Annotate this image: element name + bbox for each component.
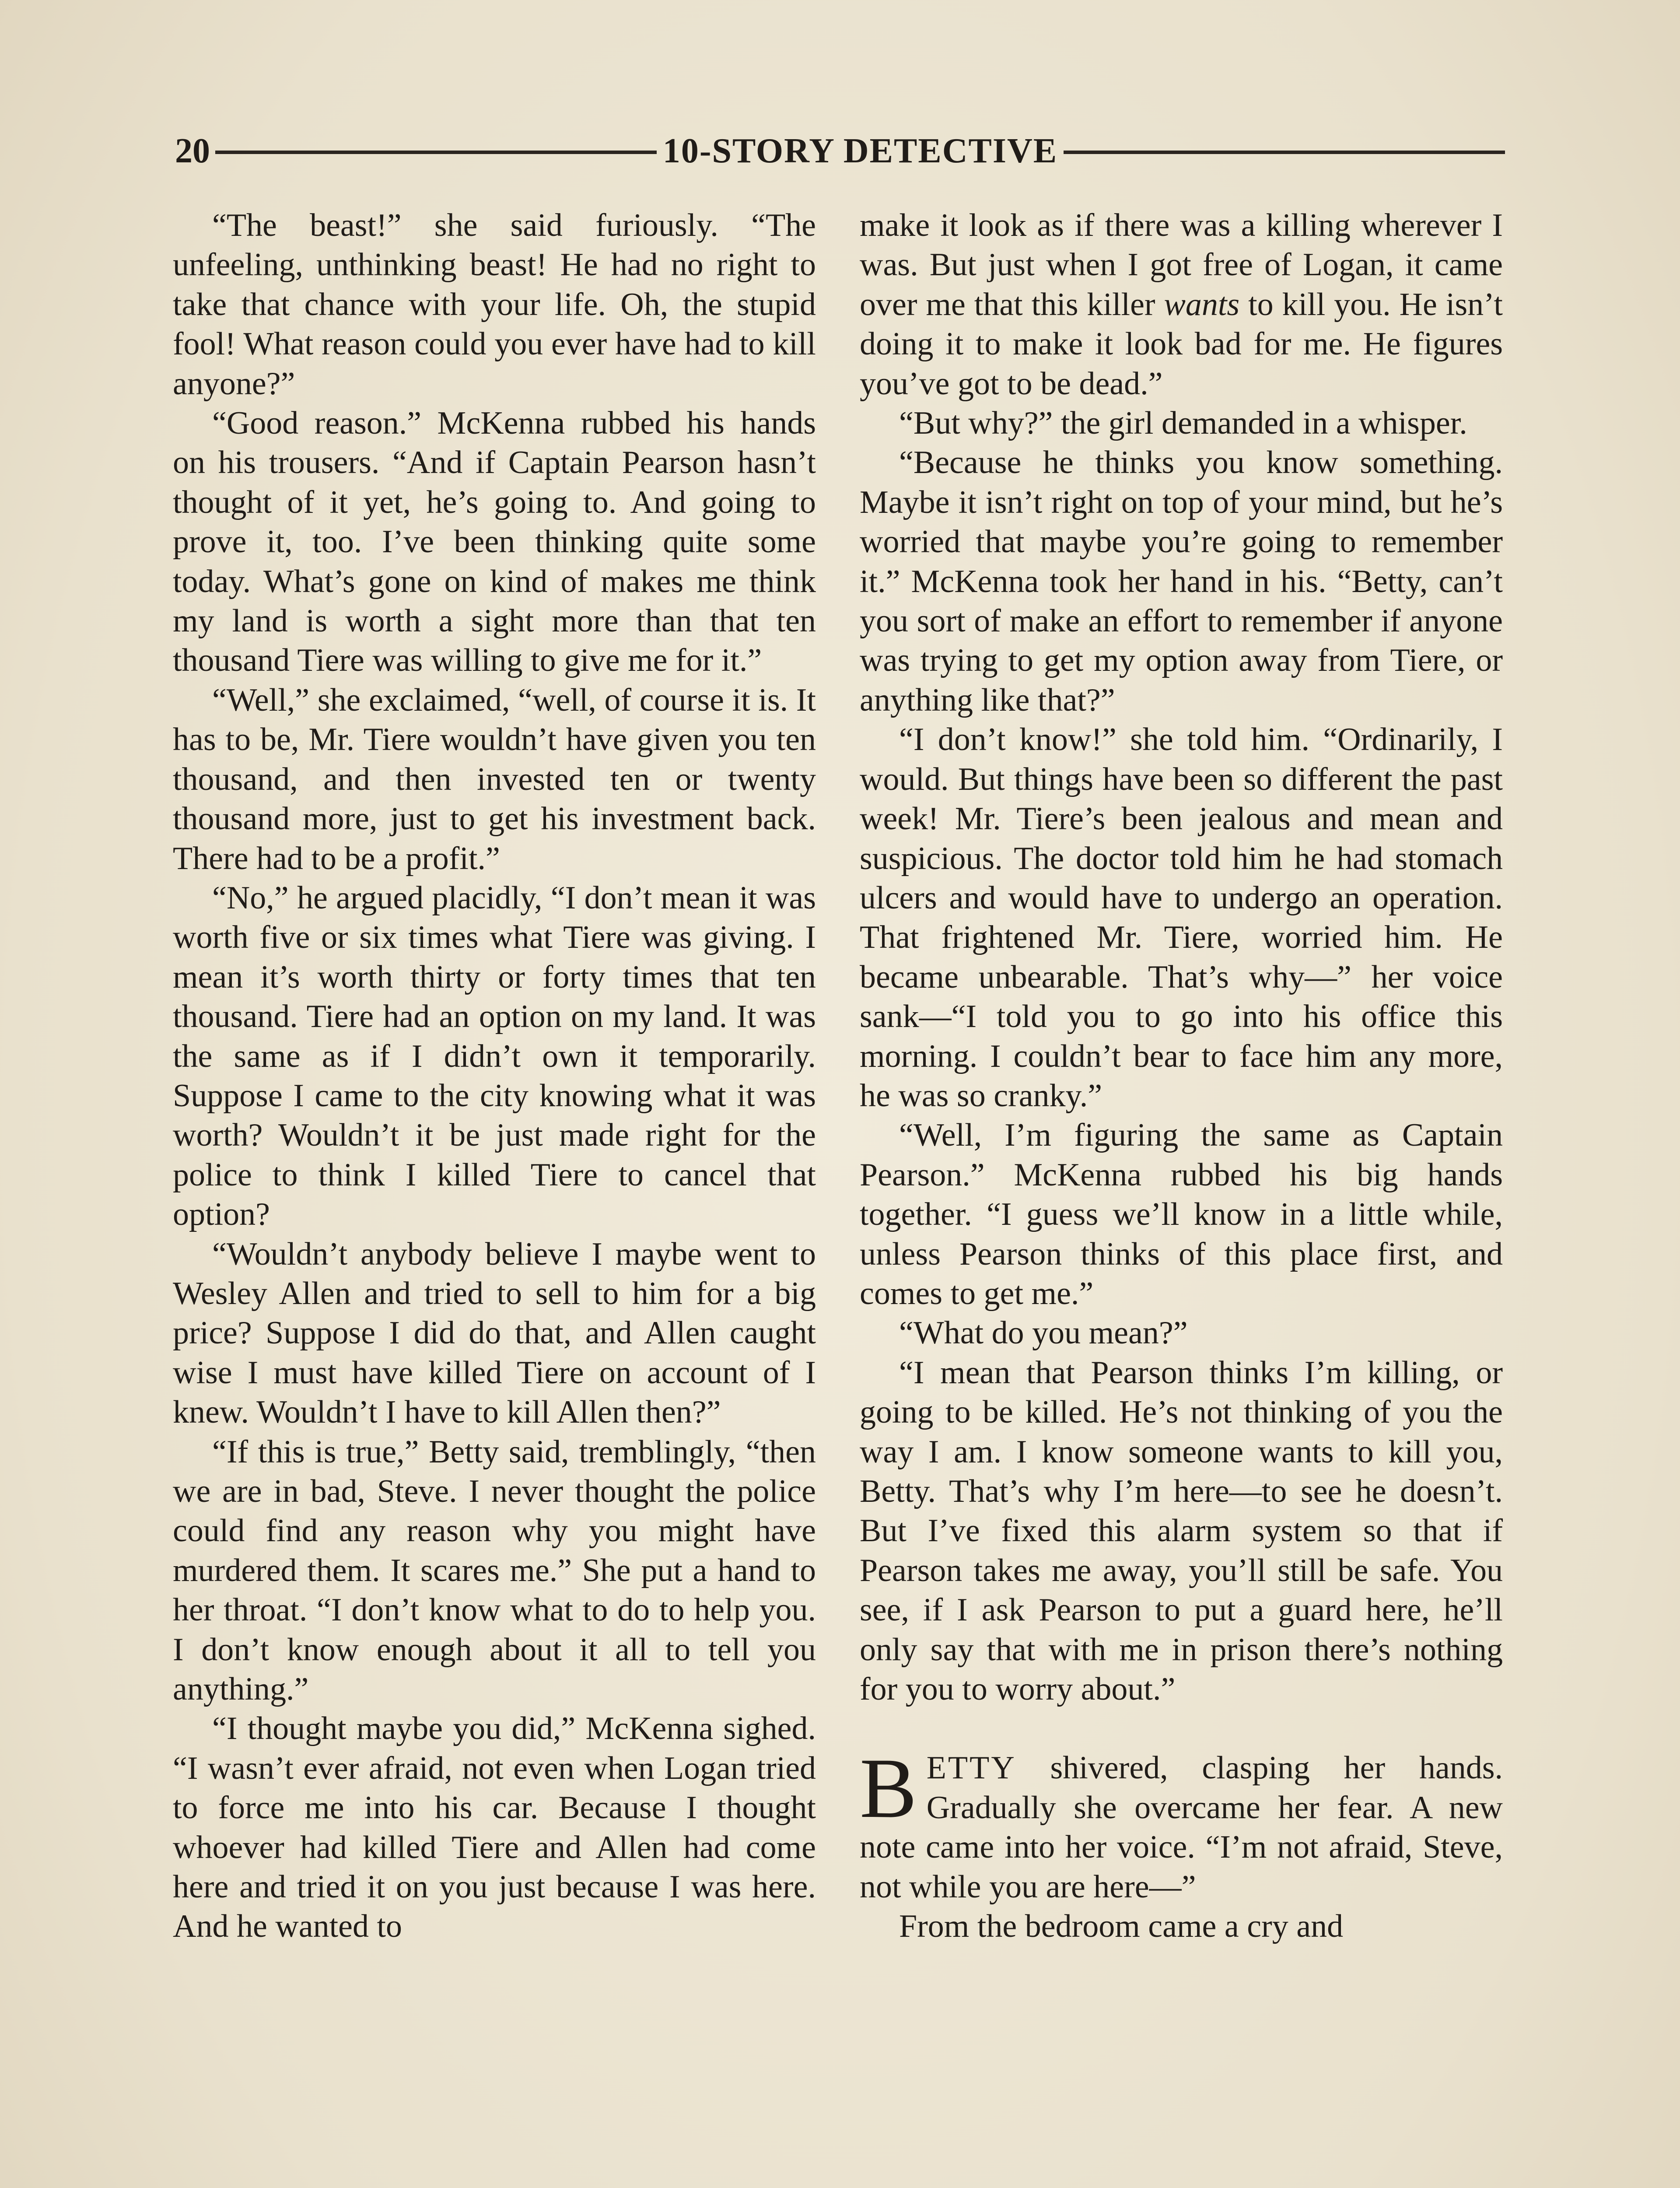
paragraph: “I mean that Pearson thinks I’m killing, or going to be killed. He’s not thinking of you the way I am. I know someone wants to kill you, Betty. That’s why I’m here—to see he doesn’t. But I’ve fixed this alarm system so that if Pearson takes me away, you’ll still be safe. You see, if I ask Pearson to put a guard here, he’ll only say that with me in prison there’s nothing for you to worry about.” xyxy=(860,1354,1503,1708)
paragraph: “I thought maybe you did,” McKenna sighed. “I wasn’t ever afraid, not even when Logan tried to force me into his car. Because I thought whoever had killed Tiere and Allen had come here and tried it on you just because I was here. And he wanted to xyxy=(173,1711,816,1945)
small-caps-lead: ETTY xyxy=(926,1750,1016,1786)
paragraph: “Well, I’m figuring the same as Captain Pearson.” McKenna rubbed his big hands together. “I guess we’ll know in a little while, unless Pearson thinks of this place first, and comes to get me.” xyxy=(860,1117,1503,1311)
section-opening-paragraph xyxy=(860,1741,1503,1907)
paragraph: “I don’t know!” she told him. “Ordinarily, I would. But things have been so different the past week! Mr. Tiere’s been jealous and mean and suspicious. The doctor told him he had stomach ulcers and would have to undergo an operation. That frightened Mr. Tiere, worried him. He became unbearable. That’s why—” her voice sank—“I told you to go into his office this morning. I couldn’t bear to face him any more, he was so cranky.” xyxy=(860,722,1503,1114)
running-header xyxy=(175,125,1505,177)
paragraph: “Good reason.” McKenna rubbed his hands on his trousers. “And if Captain Pearson hasn’t thought of it yet, he’s going to. And going to prove it, too. I’ve been thinking quite some today. What’s gone on kind of makes me think my land is worth a sight more than that ten thousand Tiere was willing to give me for it.” xyxy=(173,405,816,679)
header-rule-right xyxy=(1064,151,1505,154)
emphasized-word: wants xyxy=(1164,286,1240,323)
continued-text-1: make it look as if there was a killing wherever I was. But just when I got free of Logan, it came over me that this killer xyxy=(860,207,1503,323)
paragraph: “Wouldn’t anybody believe I maybe went to Wesley Allen and tried to sell to him for a big price? Suppose I did do that, and Allen caught wise I must have killed Tiere on account of I knew. Wouldn’t I have to kill Allen then?” xyxy=(173,1236,816,1431)
paragraph: “The beast!” she said furiously. “The unfeeling, unthinking beast! He had no right to take that chance with your life. Oh, the stupid fool! What reason could you ever have had to kill anyone?” xyxy=(173,207,816,402)
paragraph: “But why?” the girl demanded in a whisper. xyxy=(899,405,1467,442)
paragraph: “Well,” she exclaimed, “well, of course it is. It has to be, Mr. Tiere wouldn’t have given you ten thousand, and then invested ten or twenty thousand more, just to get his investment back. There had to be a profit.” xyxy=(173,682,816,877)
paragraph: “If this is true,” Betty said, tremblingly, “then we are in bad, Steve. I never thought the police could find any reason why you might have murdered them. It scares me.” She put a hand to her throat. “I don’t know what to do to help you. I don’t know enough about it all to tell you anything.” xyxy=(173,1434,816,1708)
section-text: shivered, clasping her hands. Gradually she overcame her fear. A new note came into her voice. “I’m not afraid, Steve, not while you are here—” xyxy=(860,1750,1503,1905)
paragraph: “No,” he argued placidly, “I don’t mean it was worth five or six times what Tiere was giving. I mean it’s worth thirty or forty times that ten thousand. Tiere had an option on my land. It was the same as if I didn’t own it temporarily. Suppose I came to the city knowing what it was worth? Wouldn’t it be just made right for the police to think I killed Tiere to cancel that option? xyxy=(173,880,816,1233)
paragraph: “Because he thinks you know something. Maybe it isn’t right on top of your mind, but he’s worried that maybe you’re going to remember it.” McKenna took her hand in his. “Betty, can’t you sort of make an effort to remember if anyone was trying to get my option away from Tiere, or anything like that?” xyxy=(860,445,1503,718)
magazine-title: 10-STORY DETECTIVE xyxy=(662,131,1058,170)
drop-cap: B xyxy=(860,1741,917,1836)
paragraph: “What do you mean?” xyxy=(899,1315,1188,1351)
continued-text-2: to kill you. He isn’t doing it to make it look bad for me. He figures you’ve got to be dead.” xyxy=(860,286,1503,402)
right-column xyxy=(860,206,1503,1946)
left-column xyxy=(173,206,816,1946)
page-number: 20 xyxy=(175,131,210,170)
header-rule-left xyxy=(215,151,657,154)
continued-paragraph xyxy=(860,206,1503,403)
paragraph: From the bedroom came a cry and xyxy=(899,1908,1344,1945)
